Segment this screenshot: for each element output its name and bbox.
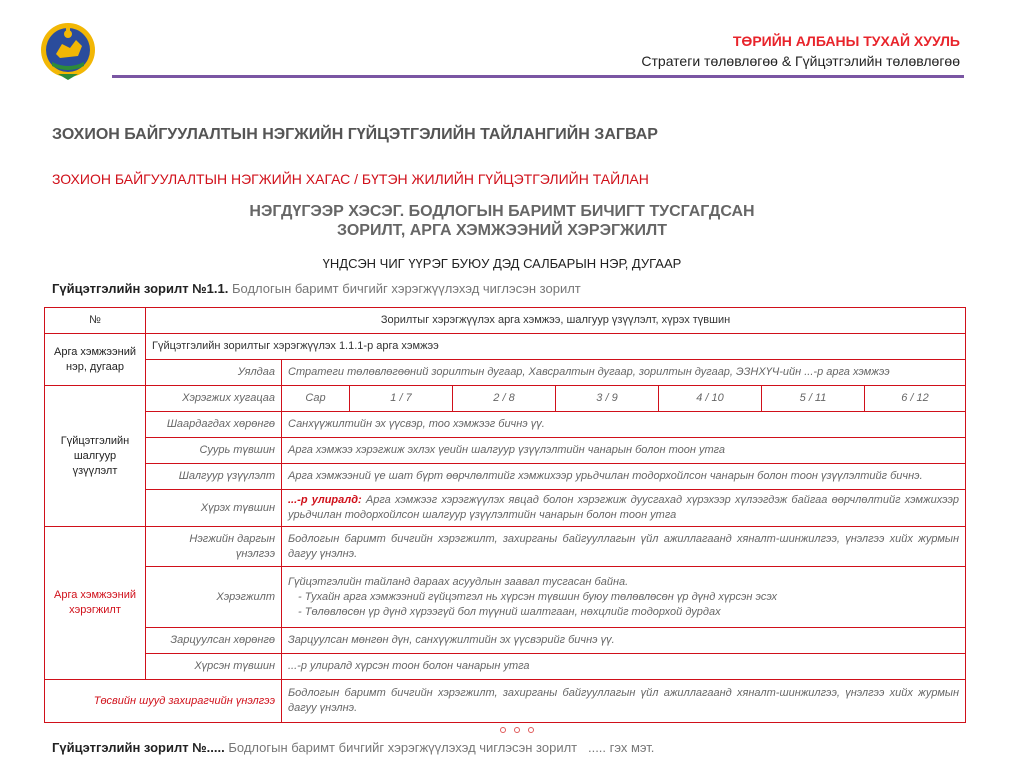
mongolia-state-emblem-icon (40, 20, 96, 82)
funding-text: Санхүүжилтийн эх үүсвэр, тоо хэмжээг бичнэ үү. (282, 412, 966, 438)
footer-suffix: ..... гэх мэт. (587, 740, 655, 755)
header-title: ТӨРИЙН АЛБАНЫ ТУХАЙ ХУУЛЬ (732, 33, 960, 49)
table-row (45, 490, 966, 527)
reason-text: Стратеги төлөвлөгөөний зорилтын дугаар, Хавсралтын дугаар, зорилтын дугаар, ЭЗНХҮЧ-ийн ...-р арга хэмжээ (282, 360, 966, 386)
table-row (45, 438, 966, 464)
document-title: ЗОХИОН БАЙГУУЛАЛТЫН НЭГЖИЙН ГҮЙЦЭТГЭЛИЙН ТАЙЛАНГИЙН ЗАГВАР (52, 126, 658, 143)
unit-eval-text: Бодлогын баримт бичгийн хэрэгжилт, захирганы байгууллагын үйл ажиллагаанд хяналт-шинжилгээ, үнэлгээ хийх журмын дагуу үнэлнэ. (282, 527, 966, 567)
base-text: Арга хэмжээ хэрэгжиж эхлэх үеийн шалгуур үзүүлэлтийн чанарын болон тоон утга (282, 438, 966, 464)
manager-eval-text: Бодлогын баримт бичгийн хэрэгжилт, захирганы байгууллагын үйл ажиллагаанд хяналт-шинжилгээ, үнэлгээ хийх журмын дагуу үнэлнэ. (282, 680, 966, 723)
header-subtitle: Стратеги төлөвлөгөө & Гүйцэтгэлийн төлөвлөгөө (641, 53, 960, 69)
table-row (45, 464, 966, 490)
reached-text: ...-р улиралд хүрсэн тоон болон чанарын утга (282, 654, 966, 680)
reason-label: Уялдаа (146, 360, 282, 386)
month-cell: 4 / 10 (659, 386, 762, 412)
section-title (0, 202, 1004, 240)
function-subtitle: ҮНДСЭН ЧИГ ҮҮРЭГ БУЮУ ДЭД САЛБАРЫН НЭР, ДУГААР (322, 256, 682, 271)
table-row (45, 386, 966, 412)
table-row (45, 628, 966, 654)
month-cell: 3 / 9 (556, 386, 659, 412)
month-cell: 6 / 12 (865, 386, 966, 412)
footer-goal-text: Бодлогын баримт бичгийг хэрэгжүүлэхэд чиглэсэн зорилт (224, 740, 578, 755)
target-cell (282, 490, 966, 527)
table-row (45, 567, 966, 628)
header-description: Зорилтыг хэрэгжүүлэх арга хэмжээ, шалгуур үзүүлэлт, хүрэх түвшин (146, 308, 966, 334)
table-row (45, 654, 966, 680)
continuation-dots (500, 727, 534, 733)
performance-goal (52, 281, 581, 296)
footer-goal (52, 740, 654, 755)
unit-eval-label: Нэгжийн даргын үнэлгээ (146, 527, 282, 567)
table-row (45, 334, 966, 360)
period-label: Хэрэгжих хугацаа (146, 386, 282, 412)
dot-icon (500, 727, 506, 733)
header-number: № (45, 308, 146, 334)
section-title-line2: ЗОРИЛТ, АРГА ХЭМЖЭЭНИЙ ХЭРЭГЖИЛТ (337, 222, 667, 239)
dot-icon (514, 727, 520, 733)
base-label: Суурь түвшин (146, 438, 282, 464)
measure-name: Гүйцэтгэлийн зорилтыг хэрэгжүүлэх 1.1.1-р арга хэмжээ (146, 334, 966, 360)
month-cell: 5 / 11 (762, 386, 865, 412)
reached-label: Хүрсэн түвшин (146, 654, 282, 680)
target-label: Хүрэх түвшин (146, 490, 282, 527)
dot-icon (528, 727, 534, 733)
table-row (45, 360, 966, 386)
month-label: Сар (282, 386, 350, 412)
target-text: Арга хэмжээг хэрэгжүүлэх явцад болон хэрэгжиж дуусгахад хүрэхээр хүлээгдэж байгаа өөрчлөлтийг хэмжихээр урьдчилан тодорхойлсон шалгуур үзүүлэлтийн чанарын болон тоон утга (288, 494, 960, 521)
indicator-category: Гүйцэтгэлийн шалгуур үзүүлэлт (45, 386, 146, 527)
report-table (44, 307, 966, 723)
report-type-title: ЗОХИОН БАЙГУУЛАЛТЫН НЭГЖИЙН ХАГАС / БҮТЭН ЖИЛИЙН ГҮЙЦЭТГЭЛИЙН ТАЙЛАН (52, 171, 649, 187)
target-quarter: ...-р улиралд: (288, 494, 362, 506)
goal-label: Гүйцэтгэлийн зорилт №1.1. (52, 281, 229, 296)
footer-goal-label: Гүйцэтгэлийн зорилт №..... (52, 740, 225, 755)
implementation-category: Арга хэмжээний хэрэгжилт (45, 527, 146, 680)
measure-category: Арга хэмжээний нэр, дугаар (45, 334, 146, 386)
table-row (45, 680, 966, 723)
goal-text: Бодлогын баримт бичгийг хэрэгжүүлэхэд чиглэсэн зорилт (228, 281, 581, 296)
header-divider (112, 75, 964, 78)
implementation-bullet: - Тухайн арга хэмжээний гүйцэтгэл нь хүрсэн түвшин буюу төлөвлөсөн үр дүнд хүрсэн эсэх (298, 590, 778, 603)
table-row (45, 527, 966, 567)
section-title-line1: НЭГДҮГЭЭР ХЭСЭГ. БОДЛОГЫН БАРИМТ БИЧИГТ ТУСГАГДСАН (249, 203, 755, 220)
manager-eval-label: Төсвийн шууд захирагчийн үнэлгээ (45, 680, 282, 723)
implementation-cell (282, 567, 966, 628)
month-cell: 2 / 8 (453, 386, 556, 412)
implementation-line: Гүйцэтгэлийн тайланд дараах асуудлын заавал тусгасан байна. (288, 575, 629, 588)
implementation-bullet: - Төлөвлөсөн үр дүнд хүрээгүй бол түүний шалтгаан, нөхцлийг тодорхой дурдах (298, 605, 721, 618)
table-header-row (45, 308, 966, 334)
month-cell: 1 / 7 (350, 386, 453, 412)
criteria-label: Шалгуур үзүүлэлт (146, 464, 282, 490)
implementation-label: Хэрэгжилт (146, 567, 282, 628)
table-row (45, 412, 966, 438)
funding-label: Шаардагдах хөрөнгө (146, 412, 282, 438)
spent-label: Зарцуулсан хөрөнгө (146, 628, 282, 654)
spent-text: Зарцуулсан мөнгөн дүн, санхүүжилтийн эх үүсвэрийг бичнэ үү. (282, 628, 966, 654)
criteria-text: Арга хэмжээний үе шат бүрт өөрчлөлтийг хэмжихээр урьдчилан тодорхойлсон чанарын болон тоон үзүүлэлтийг бичнэ. (282, 464, 966, 490)
